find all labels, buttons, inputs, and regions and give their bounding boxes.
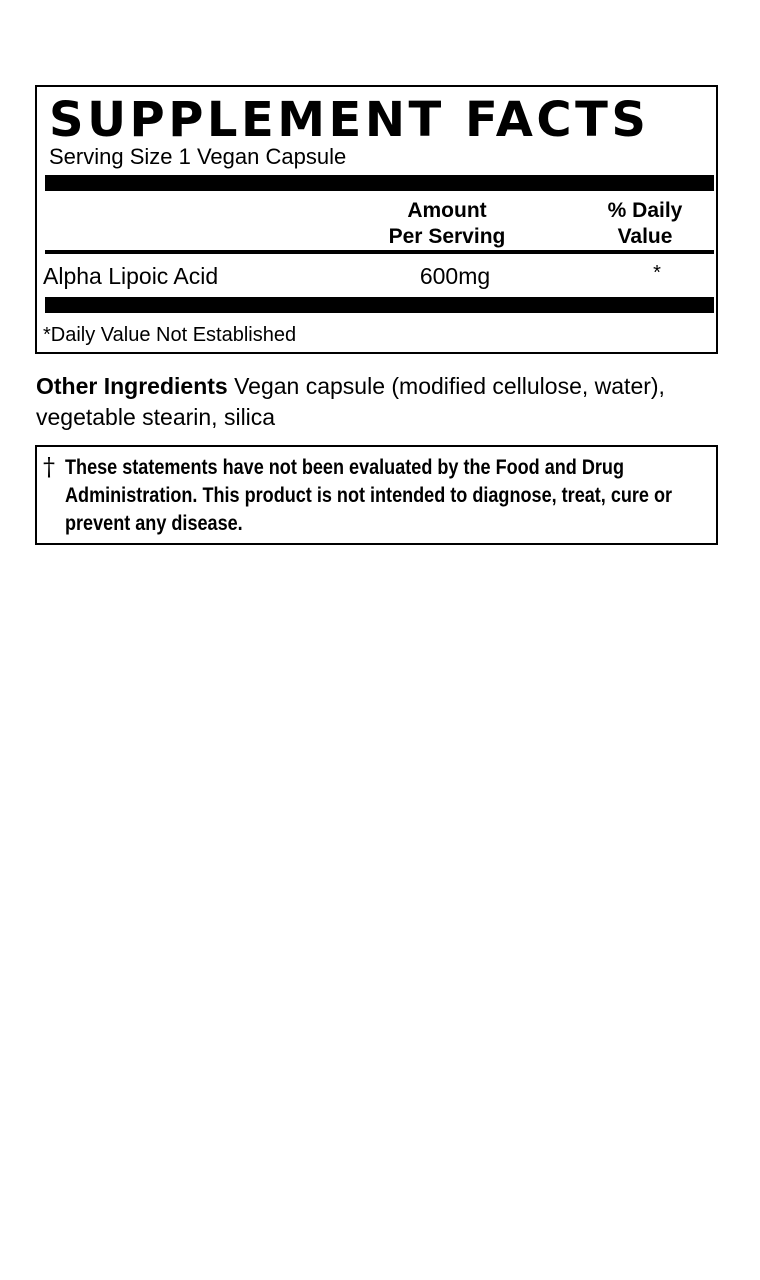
divider-thin	[45, 250, 714, 254]
column-header-dv-line2: Value	[617, 225, 673, 248]
nutrient-daily-value: *	[653, 262, 661, 284]
divider-thick-top	[45, 175, 714, 191]
fda-disclaimer-text: These statements have not been evaluated by the Food and Drug Administration. This product is not intended to diagnose, treat, cure or prevent any disease.	[65, 456, 673, 535]
other-ingredients-label: Other Ingredients	[36, 373, 228, 399]
divider-thick-bottom	[45, 297, 714, 313]
panel-title: SUPPLEMENT FACTS	[49, 92, 650, 148]
column-header-amount-line2: Per Serving	[388, 225, 506, 248]
serving-size: Serving Size 1 Vegan Capsule	[49, 144, 347, 169]
daily-value-footnote: *Daily Value Not Established	[43, 324, 297, 346]
dagger-symbol: †	[43, 453, 55, 481]
nutrient-amount: 600mg	[419, 263, 491, 289]
column-header-dv-line1: % Daily	[607, 199, 683, 222]
supplement-facts-panel	[35, 85, 718, 354]
column-header-amount	[367, 198, 527, 250]
fda-disclaimer-box	[35, 445, 718, 545]
nutrient-name: Alpha Lipoic Acid	[43, 263, 219, 289]
column-header-amount-line1: Amount	[407, 199, 487, 222]
column-header-daily-value	[585, 198, 705, 250]
other-ingredients-text: Vegan capsule (modified cellulose, water), vegetable stearin, silica	[36, 373, 665, 430]
other-ingredients	[36, 371, 716, 433]
